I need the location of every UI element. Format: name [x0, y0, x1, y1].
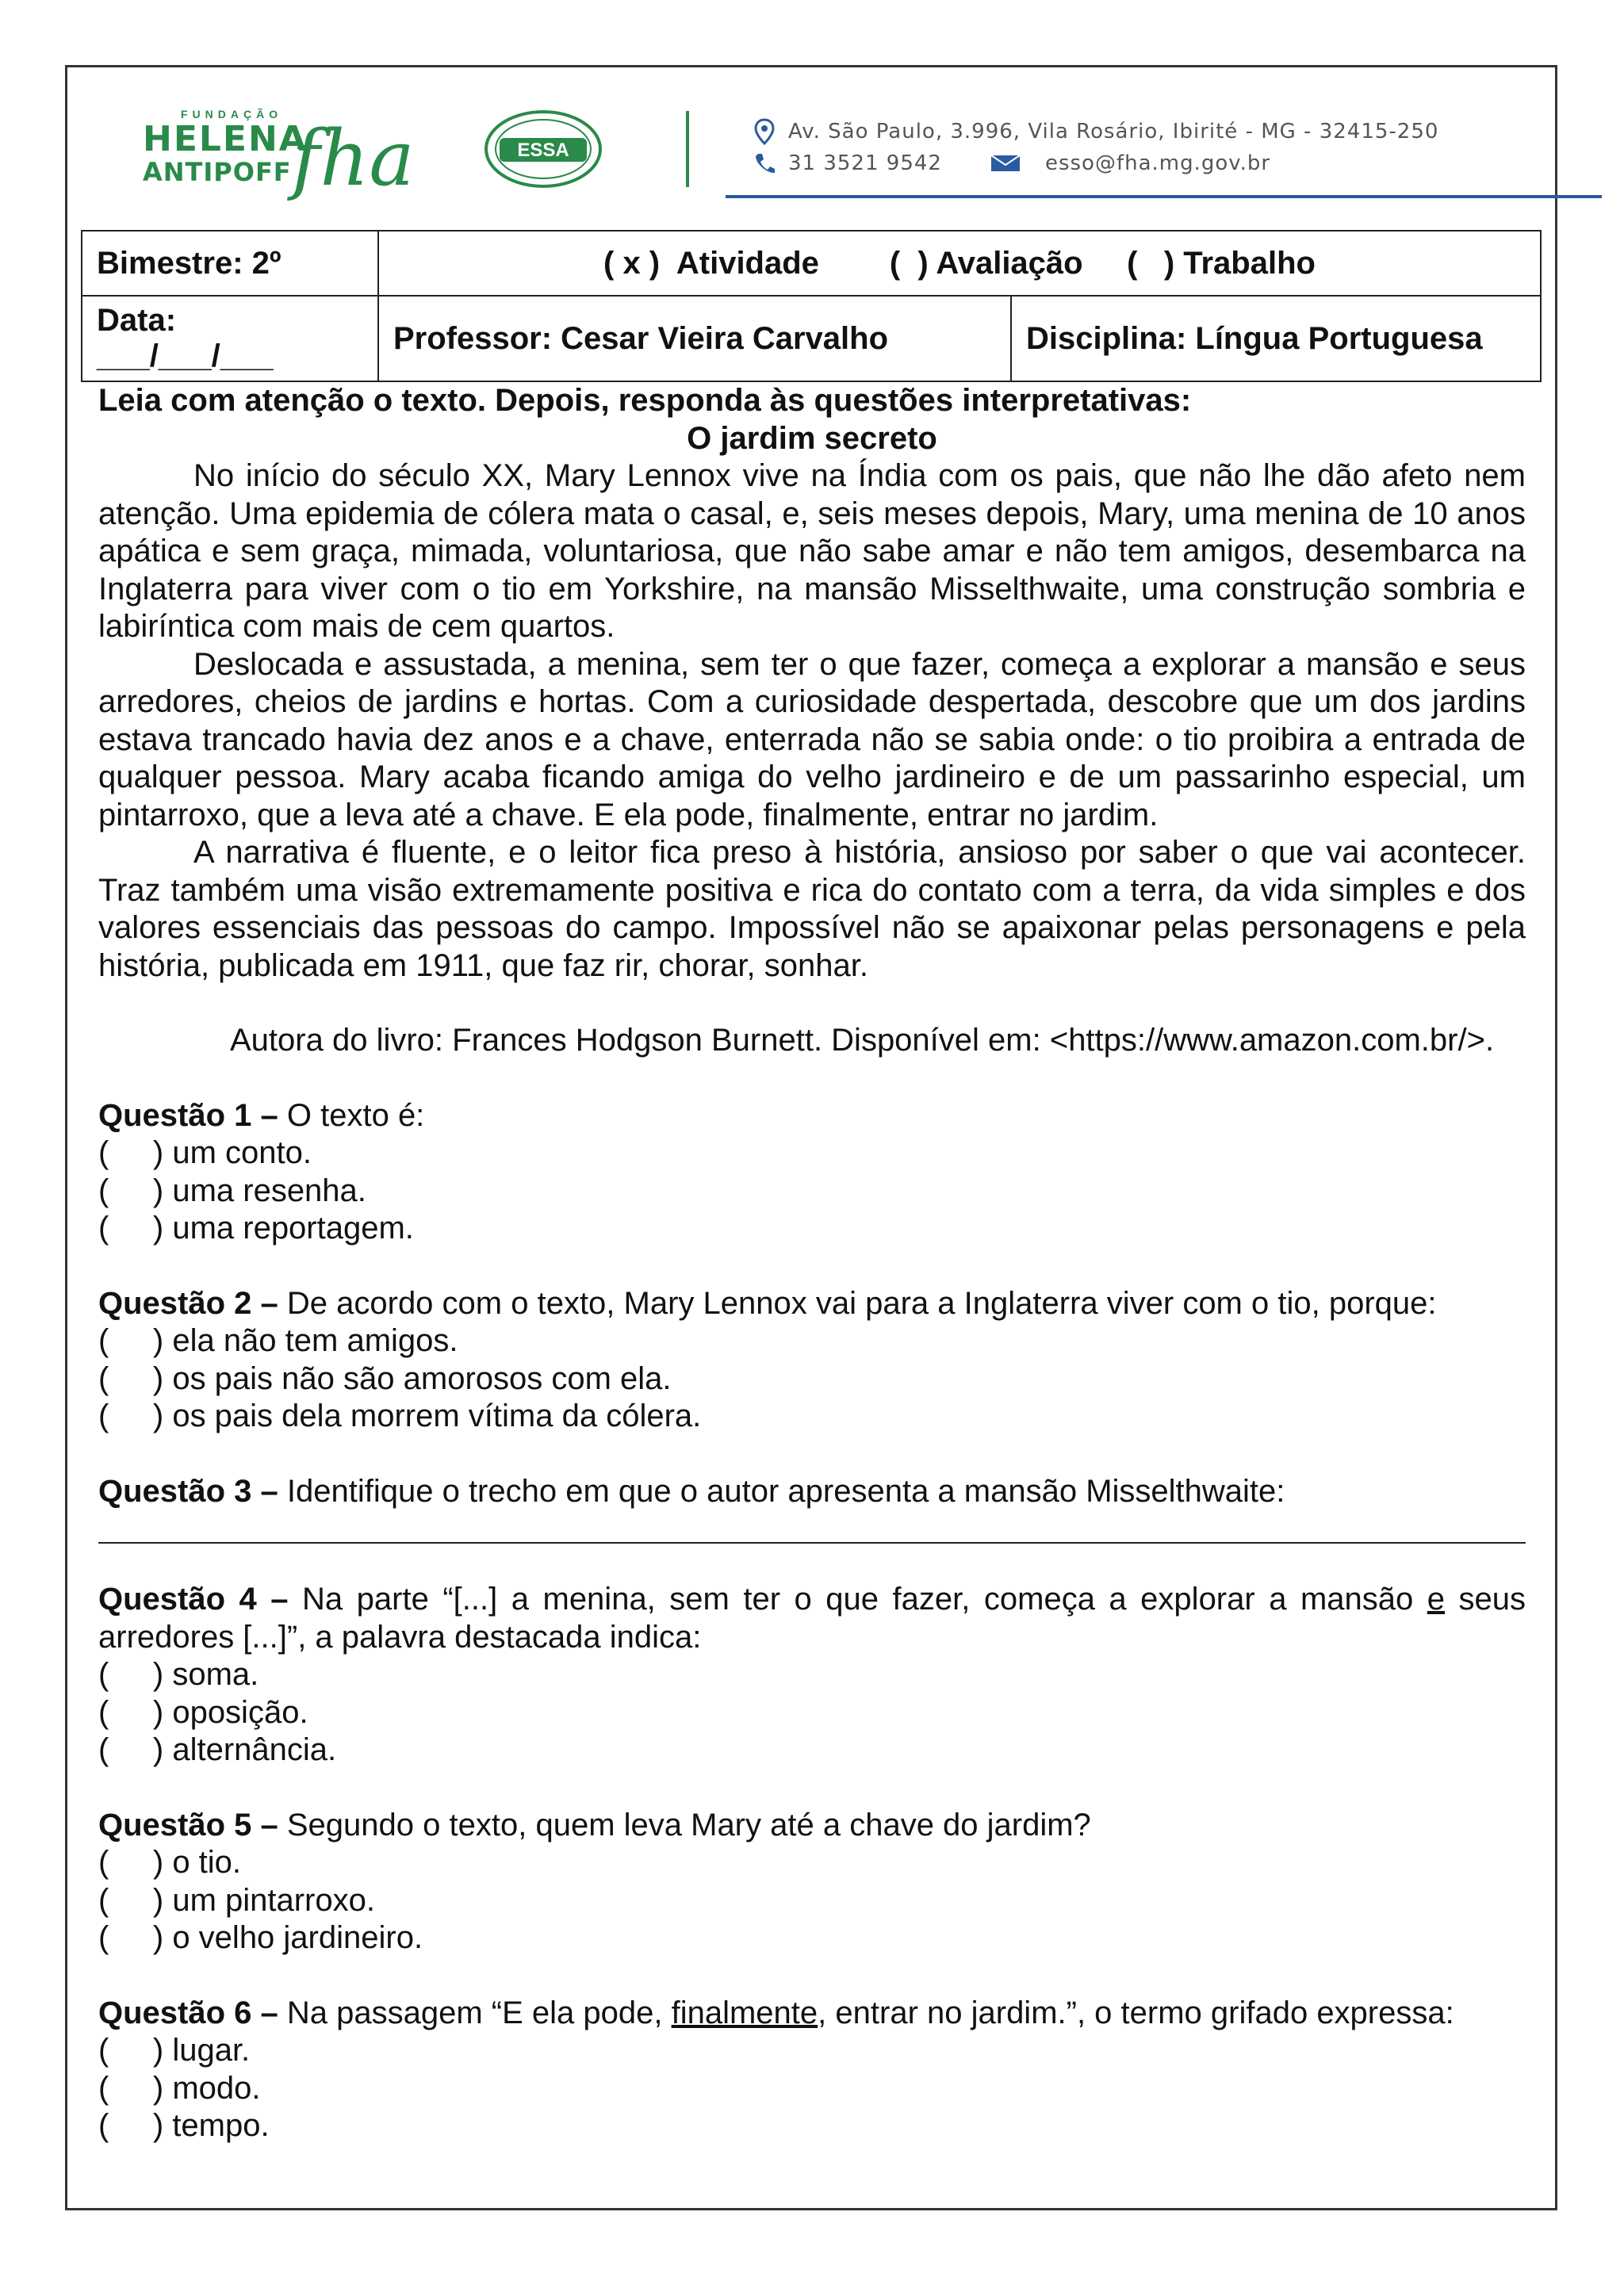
contact-block [753, 116, 1438, 179]
location-pin-icon [753, 118, 776, 145]
question-text: Segundo o texto, quem leva Mary até a chave do jardim? [278, 1807, 1091, 1843]
logo-fha-script: fha [292, 114, 415, 203]
activity-type-cell: ( x ) Atividade ( ) Avaliação ( ) Trabalho [378, 231, 1541, 296]
option[interactable]: ( ) o velho jardineiro. [98, 1920, 423, 1955]
phone-icon [753, 151, 776, 175]
option[interactable]: ( ) modo. [98, 2070, 261, 2106]
question-label: Questão 2 – [98, 1285, 278, 1321]
option[interactable]: ( ) uma resenha. [98, 1173, 366, 1208]
option[interactable]: ( ) alternância. [98, 1732, 337, 1767]
logo-helena-text: HELENA [143, 119, 308, 159]
question-label: Questão 5 – [98, 1807, 278, 1843]
question-5 [98, 1807, 1526, 1957]
text-title: O jardim secreto [687, 420, 937, 456]
professor-cell: Professor: Cesar Vieira Carvalho [378, 296, 1011, 381]
question-text: De acordo com o texto, Mary Lennox vai para a Inglaterra viver com o tio, porque: [278, 1285, 1437, 1321]
instructions: Leia com atenção o texto. Depois, responda às questões interpretativas: [98, 383, 1192, 418]
question-text: Identifique o trecho em que o autor apresenta a mansão Misselthwaite: [278, 1473, 1285, 1509]
question-text: O texto é: [278, 1097, 425, 1133]
question-6 [98, 1995, 1526, 2145]
date-blank: ___/___/___ [97, 339, 274, 373]
email-text: esso@fha.mg.gov.br [1044, 151, 1271, 175]
worksheet-body [98, 382, 1526, 2145]
highlighted-word: e [1427, 1582, 1446, 1617]
bimestre-cell: Bimestre: 2º [82, 231, 378, 296]
question-2 [98, 1285, 1526, 1436]
answer-line[interactable] [98, 1510, 1526, 1544]
phone-text: 31 3521 9542 [788, 151, 942, 175]
option[interactable]: ( ) oposição. [98, 1694, 308, 1730]
option[interactable]: ( ) os pais dela morrem vítima da cólera. [98, 1399, 702, 1433]
essa-logo-text: ESSA [517, 140, 569, 161]
info-table [81, 230, 1542, 382]
highlighted-word: finalmente [671, 1995, 818, 2030]
date-label: Data: [97, 303, 177, 338]
question-text-before: Na passagem “E ela pode, [278, 1995, 672, 2030]
option[interactable]: ( ) tempo. [98, 2108, 270, 2143]
option[interactable]: ( ) lugar. [98, 2033, 251, 2068]
question-1 [98, 1097, 1526, 1248]
option[interactable]: ( ) ela não tem amigos. [98, 1323, 458, 1358]
question-text-after: seus arredores [...]”, a palavra destacada indica: [98, 1582, 1526, 1655]
letterhead [143, 94, 1459, 205]
logo-foundation-text: FUNDAÇÃO [181, 108, 283, 121]
header-rule [726, 195, 1602, 198]
essa-logo [484, 109, 603, 189]
paragraph-3: A narrativa é fluente, e o leitor fica preso à história, ansioso por saber o que vai acontecer. Traz também uma visão extremamente positiva e rica do contato com a terra, da vida simples e dos valores essenciais das pessoas do campo. Impossível não se apaixonar pelas personagens e pela história, publicada em 1911, que faz rir, chorar, sonhar. [98, 835, 1526, 983]
question-label: Questão 6 – [98, 1995, 278, 2030]
question-label: Questão 4 – [98, 1582, 289, 1617]
date-cell [82, 296, 378, 381]
disciplina-cell: Disciplina: Língua Portuguesa [1011, 296, 1541, 381]
question-text-after: , entrar no jardim.”, o termo grifado expressa: [818, 1995, 1454, 2030]
option[interactable]: ( ) um pintarroxo. [98, 1882, 375, 1918]
option[interactable]: ( ) o tio. [98, 1845, 242, 1880]
logo-antipoff-text: ANTIPOFF [143, 157, 292, 187]
paragraph-1: No início do século XX, Mary Lennox vive na Índia com os pais, que não lhe dão afeto nem atenção. Uma epidemia de cólera mata o casal, e, seis meses depois, Mary, uma menina de 10 anos apática e sem graça, mimada, voluntariosa, que não sabe amar e não tem amigos, desembarca na Inglaterra para viver com o tio em Yorkshire, na mansão Misselthwaite, uma construção sombria e labiríntica com mais de cem quartos. [98, 458, 1526, 644]
question-label: Questão 1 – [98, 1097, 278, 1133]
question-3 [98, 1473, 1526, 1544]
header-divider [686, 111, 689, 187]
option[interactable]: ( ) um conto. [98, 1135, 312, 1170]
source-citation: Autora do livro: Frances Hodgson Burnett. Disponível em: <https://www.amazon.com.br/>. [230, 1023, 1495, 1058]
option[interactable]: ( ) soma. [98, 1657, 259, 1692]
fha-logo [143, 108, 415, 203]
envelope-icon [990, 153, 1021, 174]
address-text: Av. São Paulo, 3.996, Vila Rosário, Ibirité - MG - 32415-250 [788, 120, 1439, 144]
question-label: Questão 3 – [98, 1473, 278, 1509]
option[interactable]: ( ) uma reportagem. [98, 1211, 414, 1246]
question-text-before: Na parte “[...] a menina, sem ter o que fazer, começa a explorar a mansão [288, 1582, 1427, 1617]
paragraph-2: Deslocada e assustada, a menina, sem ter o que fazer, começa a explorar a mansão e seus arredores, cheios de jardins e hortas. Com a curiosidade despertada, descobre que um dos jardins estava trancado havia dez anos e a chave, enterrada não se sabia onde: o tio proibira a entrada de qualquer pessoa. Mary acaba ficando amiga do velho jardineiro e de um passarinho especial, um pintarroxo, que a leva até a chave. E ela pode, finalmente, entrar no jardim. [98, 646, 1526, 832]
question-4 [98, 1581, 1526, 1770]
option[interactable]: ( ) os pais não são amorosos com ela. [98, 1360, 672, 1396]
